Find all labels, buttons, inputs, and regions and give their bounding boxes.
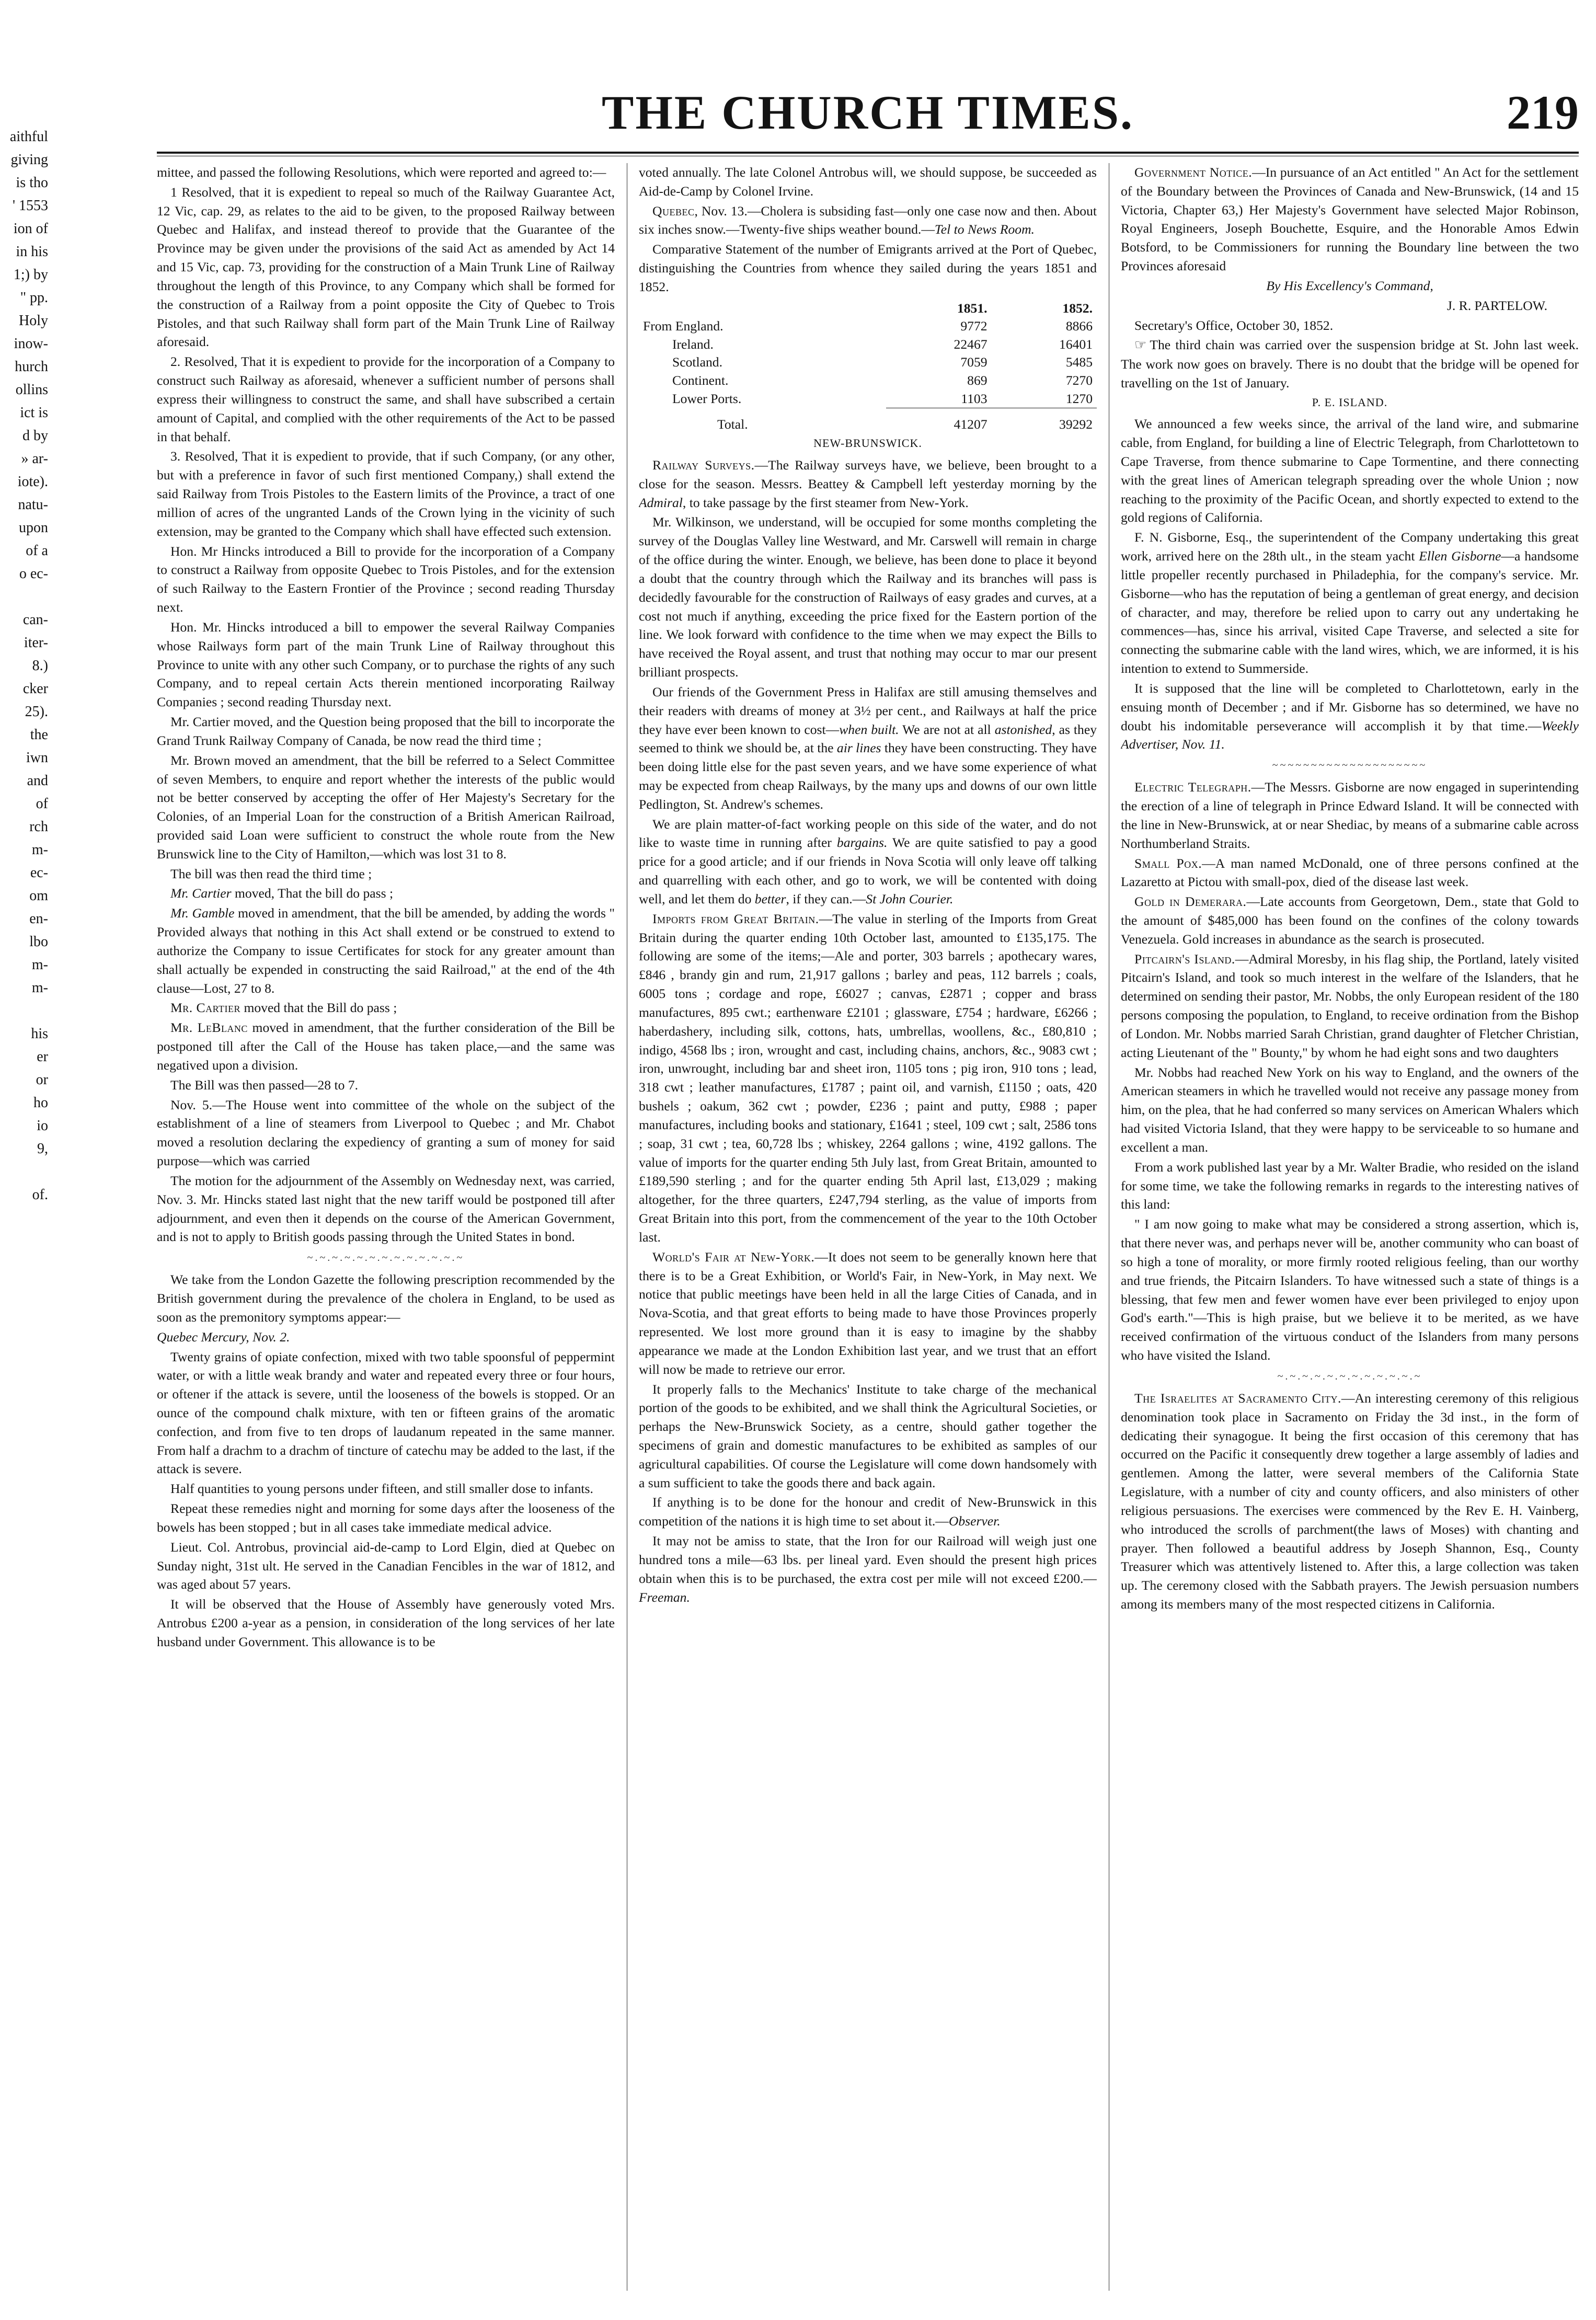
- article-paragraph: [157, 884, 615, 903]
- article-paragraph: [1121, 1389, 1579, 1614]
- article-paragraph: Hon. Mr. Hincks introduced a bill to empower the several Railway Companies whose Railways form part of the main Trunk Line of Railway throughout this Province to unite with any other such Company, or to purchase the rights of any such Company, and to repeal certain Acts therein mentioned incorporating Railway Companies ; second reading Thursday next.: [157, 619, 615, 710]
- article-paragraph: [639, 202, 1097, 239]
- margin-fragment: ollins: [15, 382, 48, 398]
- article-lead: Railway Surveys.: [652, 457, 755, 473]
- article-paragraph: Half quantities to young persons under fifteen, and still smaller dose to infants.: [170, 1481, 593, 1497]
- ship-name: Admiral: [639, 495, 683, 510]
- article-paragraph: voted annually. The late Colonel Antrobus will, we should suppose, be succeeded as Aid-de-Camp by Colonel Irvine.: [639, 165, 1097, 199]
- paragraph-text: , as they seemed to think we should be, at the: [639, 721, 1097, 756]
- margin-fragment: of a: [26, 543, 48, 559]
- article-paragraph: [1121, 163, 1579, 275]
- speaker-name: Mr. LeBlanc: [170, 1020, 248, 1036]
- count-cell: 8866: [1065, 318, 1093, 334]
- margin-fragment: [0, 1161, 48, 1184]
- article-paragraph: The bill was then read the third time ;: [170, 866, 372, 881]
- article-paragraph: [639, 456, 1097, 512]
- margin-fragment: lbo: [29, 934, 48, 950]
- article-paragraph: [1121, 679, 1579, 754]
- source-text: St John Courier.: [866, 891, 954, 906]
- origin-cell: Ireland.: [672, 336, 714, 352]
- count-cell: 16401: [1059, 336, 1093, 352]
- margin-fragment: ict is: [20, 405, 48, 421]
- margin-fragment: 1;) by: [13, 267, 48, 283]
- margin-fragment: d by: [22, 428, 48, 444]
- margin-fragment: upon: [19, 520, 48, 536]
- margin-fragment: cker: [22, 681, 48, 697]
- count-cell: 7059: [960, 354, 988, 370]
- margin-fragment: iote).: [17, 474, 48, 490]
- pointing-hand-icon: ☞: [1134, 337, 1147, 353]
- column-3: [1121, 163, 1579, 2296]
- article-paragraph: [639, 1532, 1097, 1606]
- count-cell: 1103: [961, 391, 988, 406]
- article-paragraph: [1121, 854, 1579, 892]
- article-paragraph: [639, 815, 1097, 909]
- paragraph-text: —The value in sterling of the Imports from Great Britain during the quarter ending 10th October last, amounted to £135,175. The following are some of the items;—Ale and porter, 303 barrels ; apothecary wares, £846 , brandy gin and rum, 21,917 gallons ; barley and peas, 112 barrels ; coals, 6005 tons ; cordage and rope, £6027 ; canvas, £2871 ; copper and brass manufactures, 895 cwt.; earthenware £2101 ; glassware, £754 ; hardware, £6266 ; haberdashery, including silk, cottons, hats, umbrellas, woollens, &c., £80,810 ; indigo, 4568 lbs ; iron, wrought and cast, including chains, anchors, &c., 9083 cwt ; iron, unwrought, including bar and sheet iron, 1105 tons ; pig iron, 910 tons ; lead, 318 cwt ; leather manufactures, £1787 ; paint oil, and varnish, £1150 ; oats, 420 bushels ; oakum, 362 cwt ; powder, £236 ; paint and putty, £988 ; paper manufactures, including books and stationary, £1641 ; steel, 109 cwt ; salt, 2586 tons ; soap, 31 cwt ; tea, 60,728 lbs ; whiskey, 2264 gallons ; wine, 4192 gallons. The value of imports for the quarter ending 5th July last, from Great Britain, amounted to £189,590 sterling ; and for the quarter ending 5th April last, £13,029 ; making altogether, for the three quarters, £247,794 sterling, as the value of imports from Great Britain into this port, from the commencement of the year to the 10th October last.: [639, 911, 1097, 1245]
- margin-fragment: giving: [10, 152, 48, 168]
- total-cell: 39292: [1059, 416, 1093, 432]
- paragraph-text: they have been constructing. They have been doing little else for the past seven years, and we have some experience of what may be expected from cheap Railways, by the many ups and downs of our own little Pedlington, St. Andrew's schemes.: [639, 740, 1097, 812]
- section-heading: P. E. ISLAND.: [1312, 395, 1388, 409]
- table-row: [639, 372, 1097, 390]
- ship-name: Ellen Gisborne: [1419, 548, 1501, 564]
- table-row: [639, 390, 1097, 408]
- paragraph-text: We are not at all: [899, 721, 995, 737]
- emphasis: air lines: [836, 740, 881, 756]
- paragraph-text: moved, That the bill do pass ;: [231, 886, 394, 901]
- speaker-name: Mr. Cartier: [170, 886, 232, 901]
- margin-fragment: inow-: [14, 336, 48, 352]
- margin-fragment: ho: [33, 1095, 48, 1111]
- margin-fragment: can-: [22, 612, 48, 628]
- table-row: [639, 353, 1097, 372]
- article-paragraph: [639, 1248, 1097, 1379]
- article-paragraph: mittee, and passed the following Resolutions, which were reported and agreed to:—: [157, 165, 606, 180]
- article-paragraph: [157, 904, 615, 997]
- paragraph-text: —The Messrs. Gisborne are now engaged in superintending the erection of a line of telegraph in Prince Edward Island. It will be connected with the line in New-Brunswick, at or near Shediac, by means of a submarine cable across Northumberland Straits.: [1121, 779, 1579, 851]
- margin-fragment: aithful: [9, 129, 48, 145]
- article-paragraph: [157, 998, 615, 1017]
- paragraph-text: —The Railway surveys have, we believe, been brought to a close for the season. Messrs. Beattey & Campbell left yesterday morning by the: [639, 457, 1097, 491]
- previous-page-margin-fragments: [0, 125, 48, 1207]
- article-paragraph: Lieut. Col. Antrobus, provincial aid-de-camp to Lord Elgin, died at Quebec on Sunday night, 31st ult. He served in the Canadian Fencibles in the war of 1812, and was aged about 57 years.: [157, 1539, 615, 1592]
- article-paragraph: [1121, 528, 1579, 678]
- article-paragraph: The Bill was then passed—28 to 7.: [170, 1077, 358, 1093]
- emphasis: bargains.: [836, 835, 888, 851]
- article-paragraph: We take from the London Gazette the following prescription recommended by the British government during the prevalence of the cholera in England, to be used as soon as the premonitory symptoms appear:—: [157, 1272, 615, 1325]
- paragraph-text: , Nov. 13.—Cholera is subsiding fast—only one case now and then. About six inches snow.—Twenty-five ships weather bound.—: [639, 203, 1097, 237]
- paragraph-text: Our friends of the Government Press in Halifax are still amusing themselves and their readers with dreams of money at 3½ per cent., and Railways at half the price they have ever been known to cost—: [639, 684, 1097, 737]
- margin-fragment: rch: [29, 819, 48, 835]
- margin-fragment: 25).: [25, 704, 48, 720]
- origin-cell: Scotland.: [672, 354, 722, 370]
- table-row: [639, 336, 1097, 354]
- article-lead: The Israelites at Sacramento City.: [1134, 1390, 1341, 1406]
- margin-fragment: » ar-: [21, 451, 48, 467]
- signature: J. R. PARTELOW.: [1446, 297, 1547, 313]
- origin-cell: Lower Ports.: [672, 391, 742, 406]
- article-paragraph: Mr. Brown moved an amendment, that the bill be referred to a Select Committee of seven Members, to enquire and report whether the interests of the public would not be better conserved by accepting the offer of Her Majesty's Secretary for the Colonies, of an Imperial Loan for the construction of a British American Railroad, provided said Loan were sufficient to construct the whole route from the New Brunswick line to the City of Hamilton,—which was lost 31 to 8.: [157, 752, 615, 862]
- emphasis: better: [754, 891, 786, 906]
- article-paragraph: Nov. 5.—The House went into committee of the whole on the subject of the establishment of a line of steamers from Liverpool to Quebec ; and Mr. Chabot moved a resolution declaring the expediency of granting a sum of money for said purpose—which was carried: [157, 1097, 615, 1169]
- margin-fragment: ion of: [13, 221, 48, 237]
- masthead: [157, 84, 1579, 146]
- margin-fragment: in his: [16, 244, 48, 260]
- resolution-3: 3. Resolved, That it is expedient to provide, that if such Company, (or any other, but with a preference in favor of such first mentioned Company,) shall extend the said Railway from Trois Pistoles to the Eastern limits of the Province, a tract of one million of acres of the ungranted Lands of the Crown lying in the vicinity of such extension, may be granted to the Company which shall have effected such extension.: [157, 449, 615, 539]
- paragraph-text: —An interesting ceremony of this religious denomination took place in Sacramento on Friday the 3d inst., in the form of dedicating their synagogue. It being the first occasion of this ceremony that has occurred on the Pacific it consequently drew together a large assembly of ladies and gentlemen. Among the latter, were several members of the California State Legislature, with a number of city and county officers, and also ministers of other religious persuasions. The exercises were commenced by the Rev E. H. Vainberg, who introduced the scrolls of parchment(the laws of Moses) with chanting and prayer. Then followed a beautiful address by Joseph Shannon, Esq., County Treasurer which was attentively listened to. After this, a large collection was taken up. The ceremony closed with the Sabbath prayers. The Jewish persuasion numbers among its members many of the most respected citizens in California.: [1121, 1390, 1579, 1612]
- article-paragraph: [1121, 336, 1579, 392]
- speaker-name: Mr. Gamble: [170, 905, 235, 921]
- origin-cell: From England.: [643, 318, 724, 334]
- article-paragraph: Comparative Statement of the number of Emigrants arrived at the Port of Quebec, distinguishing the Countries from whence they sailed during the years 1851 and 1852.: [639, 242, 1097, 294]
- total-cell: 41207: [954, 416, 988, 432]
- article-paragraph: [1121, 778, 1579, 853]
- article-paragraph: [157, 1018, 615, 1074]
- margin-fragment: [0, 1000, 48, 1023]
- newspaper-title: THE CHURCH TIMES.: [601, 86, 1134, 139]
- paragraph-text: —It does not seem to be generally known here that there is to be a Great Exhibition, or World's Fair, in New-York, in May next. We notice that public meetings have been held in all the large Cities of Canada, and in Nova-Scotia, and that great efforts to being made to have those Provinces properly represented. We lost more ground than it is easy to imagine by the shabby appearance we made at the London Exhibition last year, and we trust that an effort will now be made to retrieve our error.: [639, 1249, 1097, 1377]
- margin-fragment: ec-: [30, 865, 48, 881]
- margin-fragment: er: [37, 1049, 48, 1065]
- article-paragraph: Mr. Wilkinson, we understand, will be occupied for some months completing the survey of the Douglas Valley line Westward, and Mr. Carswell will remain in charge of the office during the winter. Enough, we believe, has been done to place it beyond a doubt that the country through which the Railway and its branches will pass is decidedly favourable for the construction of Railways of easy grades and curves, at a cost not much if anything, exceeding the price fixed for the Eastern portion of the line. We look forward with confidence to the time when we may expect the Bills to have received the Royal assent, and trust that nothing may occur to mar our present brilliant prospects.: [639, 514, 1097, 680]
- dateline: Quebec: [652, 203, 695, 219]
- margin-fragment: iwn: [26, 750, 48, 766]
- source-text: Quebec Mercury, Nov. 2.: [157, 1329, 290, 1345]
- section-ornament: ~.~.~.~.~.~.~.~.~.~.~.~.~: [307, 1252, 465, 1264]
- origin-cell: Continent.: [672, 372, 729, 388]
- article-paragraph: Mr. Cartier moved, and the Question being proposed that the bill to incorporate the Grand Trunk Railway Company of Canada, be now read the third time ;: [157, 714, 615, 748]
- margin-fragment: en-: [29, 911, 48, 927]
- margin-fragment: or: [36, 1072, 48, 1088]
- article-lead: Gold in Demerara.: [1134, 894, 1247, 910]
- count-cell: 1270: [1065, 391, 1093, 406]
- article-paragraph: It will be observed that the House of Assembly have generously voted Mrs. Antrobus £200 a-year as a pension, in consideration of the long services of her late husband under Government. This allowance is to be: [157, 1597, 615, 1649]
- count-cell: 7270: [1065, 372, 1093, 388]
- year-header: 1851.: [957, 300, 988, 316]
- column-2: [639, 163, 1097, 2296]
- margin-fragment: natu-: [18, 497, 48, 513]
- office-date: Secretary's Office, October 30, 1852.: [1134, 317, 1334, 333]
- paragraph-text: F. N. Gisborne, Esq., the superintendent of the Company undertaking this great work, arrived here on the 28th ult., in the steam yacht: [1121, 530, 1579, 564]
- emigrant-statistics-table: [639, 300, 1097, 433]
- article-columns: [157, 163, 1579, 2296]
- paragraph-text: If anything is to be done for the honour and credit of New-Brunswick in this competition of the nations it is high time to set about it.—: [639, 1495, 1097, 1529]
- emphasis: when built.: [839, 721, 899, 737]
- margin-fragment: om: [29, 888, 48, 904]
- count-cell: 9772: [960, 318, 988, 334]
- paragraph-text: It may not be amiss to state, that the Iron for our Railroad will weigh just one hundred tons a mile—63 lbs. per lineal yard. Even should the present high prices obtain when this is to be purchased, the extra cost per mile will not exceed £200.—: [639, 1533, 1097, 1586]
- article-lead: Imports from Great Britain.: [652, 911, 819, 926]
- column-1: [157, 163, 615, 2296]
- article-paragraph: [639, 683, 1097, 814]
- margin-fragment: m-: [31, 957, 48, 973]
- article-lead: Pitcairn's Island.: [1134, 951, 1235, 967]
- paragraph-text: We are plain matter-of-fact working people on this side of the water, and do not like to waste time in running after: [639, 816, 1097, 851]
- article-lead: Electric Telegraph.: [1134, 779, 1251, 795]
- speaker-name: Mr. Cartier: [170, 1000, 241, 1016]
- margin-fragment: o ec-: [19, 566, 48, 582]
- command-text: By His Excellency's Command,: [1266, 278, 1433, 293]
- margin-fragment: [0, 585, 48, 608]
- paragraph-text: It is supposed that the line will be completed to Charlottetown, early in the ensuing month of December ; and if Mr. Gisborne has so determined, we have no doubt his indomitable perseverance will accomplish it by that time.—: [1121, 680, 1579, 733]
- article-paragraph: We announced a few weeks since, the arrival of the land wire, and submarine cable, from England, for building a line of Electric Telegraph, from Charlottetown to Cape Traverse, from thence submarine to Cape Tormentine, and there connecting with the great lines of American telegraph spreading over the whole Union ; now reaching to the proximity of the Pacific Ocean, and shortly expected to extend to the gold regions of California.: [1121, 416, 1579, 525]
- source-text: Observer.: [948, 1513, 1001, 1529]
- quoted-paragraph: " I am now going to make what may be considered a strong assertion, which is, that there never was, and perhaps never will be, another community who can boast of so high a tone of morality, or more firmly rooted religious feeling, than our worthy and true friends, the Pitcairn Islanders. To have witnessed such a state of things is a blessing, that few men and fewer women have ever been privileged to enjoy upon God's earth."—This is high praise, but we believe it to be merited, as we have received confirmation of the virtuous conduct of the Islanders from many persons who have visited the Island.: [1121, 1216, 1579, 1363]
- margin-fragment: his: [31, 1026, 48, 1042]
- article-paragraph: Twenty grains of opiate confection, mixed with two table spoonsful of peppermint water, or with a little weak brandy and water and repeated every three or four hours, or oftener if the attack is severe, until the looseness of the bowels is stopped. Or an ounce of the compound chalk mixture, with ten or fifteen grains of the aromatic confection, and from five to ten drops of laudanum repeated in the same manner. From half a drachm to a drachm of tincture of catechu may be added to the last, if the attack is severe.: [157, 1349, 615, 1477]
- table-row: [639, 317, 1097, 336]
- paragraph-text: We are quite satisfied to pay a good price for a good article; and if our friends in Nova Scotia will only leave off talking and quarrelling with each other, and go to work, we will be contented with doing well, and let them do: [639, 835, 1097, 906]
- paragraph-text: —Late accounts from Georgetown, Dem., state that Gold to the amount of $485,000 has been found on the confines of the colony towards Venezuela. Gold increases in abundance as the search is prosecuted.: [1121, 894, 1579, 947]
- margin-fragment: hurch: [15, 359, 48, 375]
- paragraph-text: moved in amendment, that the further consideration of the Bill be postponed till after the Call of the House has taken place,—and the same was negatived upon a division.: [157, 1020, 615, 1073]
- article-lead: Government Notice.: [1134, 165, 1253, 180]
- article-paragraph: [639, 910, 1097, 1247]
- margin-fragment: m-: [31, 980, 48, 996]
- margin-fragment: 8.): [32, 658, 48, 674]
- margin-fragment: of: [36, 796, 48, 812]
- source-text: Freeman.: [639, 1589, 690, 1605]
- masthead-rule: [157, 152, 1579, 154]
- article-paragraph: [1121, 892, 1579, 948]
- paragraph-text: , if they can.—: [786, 891, 866, 906]
- paragraph-text: , to take passage by the first steamer from New-York.: [682, 495, 969, 510]
- article-lead: Small Pox.: [1134, 855, 1202, 871]
- paragraph-text: The third chain was carried over the suspension bridge at St. John last week. The work now goes on bravely. There is no doubt that the bridge will be opened for travelling on the 1st of January.: [1121, 337, 1579, 391]
- margin-fragment: of.: [32, 1187, 48, 1203]
- year-header: 1852.: [1062, 300, 1093, 316]
- table-header-row: [639, 300, 1097, 318]
- source-text: Weekly Advertiser, Nov. 11.: [1121, 718, 1579, 752]
- margin-fragment: io: [37, 1118, 48, 1134]
- total-label: Total.: [717, 416, 748, 432]
- margin-fragment: 9,: [37, 1141, 48, 1157]
- article-paragraph: [639, 1493, 1097, 1531]
- article-paragraph: It properly falls to the Mechanics' Institute to take charge of the mechanical portion of the goods to be exhibited, and we shall think the Agricultural Societies, or perhaps the New-Brunswick Society, as a centre, should gather together the specimens of grain and domestic manufactures to be exhibited as samples of our agricultural capabilities. Of course the Legislature will come down handsomely with a sum sufficient to take the goods there and back again.: [639, 1381, 1097, 1490]
- article-paragraph: Mr. Nobbs had reached New York on his way to England, and the owners of the American steamers in which he travelled would not receive any passage money from him, on the plea, that he had conferred so many services on American Whalers which had visited Victoria Island, that they were happy to be serviceable to so humane and excellent a man.: [1121, 1064, 1579, 1155]
- margin-fragment: the: [30, 727, 48, 743]
- margin-fragment: and: [27, 773, 48, 789]
- count-cell: 5485: [1065, 354, 1093, 370]
- section-ornament: ~~~~~~~~~~~~~~~~~~~~: [1272, 760, 1428, 772]
- paragraph-text: —A man named McDonald, one of three persons confined at the Lazaretto at Pictou with small-pox, died of the disease last week.: [1121, 855, 1579, 890]
- paragraph-text: —a handsome little propeller recently purchased in Philadephia, for the company's service. Mr. Gisborne—who has the reputation of being a gentleman of great energy, and decision of character, and may, therefore be relied upon to carry out any undertaking he commences—has, since his arrival, visited Cape Traverse, and selected a site for connecting the submarine cable with the land wires, which, we are informed, it is his intention to extend to Summerside.: [1121, 548, 1579, 676]
- command-line: [1121, 277, 1579, 295]
- article-paragraph: The motion for the adjournment of the Assembly on Wednesday next, was carried, Nov. 3. Mr. Hincks stated last night that the new tariff would be postponed till after adjournment, and even then it depends on the course of the American Government, and is not to apply to British goods passing through the United States in bond.: [157, 1173, 615, 1245]
- article-paragraph: Hon. Mr Hincks introduced a Bill to provide for the incorporation of a Company to construct a Railway from opposite Quebec to Trois Pistoles, and for the extension of such Railway to the Eastern Frontier of the Province ; second reading Thursday next.: [157, 543, 615, 615]
- article-lead: World's Fair at New-York.: [652, 1249, 815, 1265]
- paragraph-text: —Admiral Moresby, in his flag ship, the Portland, lately visited Pitcairn's Island, and took so much interest in the welfare of the Islanders, that he determined on sending their pastor, Mr. Nobbs, the only European resident of the 180 persons composing the population, to England, to receive ordination from the Bishop of London. Mr. Nobbs married Sarah Christian, grand daughter of Fletcher Christian, acting Lieutenant of the " Bounty," by whom he had eight sons and two daughters: [1121, 951, 1579, 1060]
- article-paragraph: [1121, 950, 1579, 1062]
- count-cell: 869: [967, 372, 988, 388]
- table-total-row: [639, 410, 1097, 434]
- margin-fragment: m-: [31, 842, 48, 858]
- article-paragraph: From a work published last year by a Mr. Walter Bradie, who resided on the island for some time, we take the following remarks in regards to the interesting natives of this land:: [1121, 1159, 1579, 1212]
- resolution-1: 1 Resolved, that it is expedient to repeal so much of the Railway Guarantee Act, 12 Vic, cap. 29, as relates to the aid to be given, to the proposed Railway between Quebec and Halifax, and instead thereof to provide that the Guarantee of the Province may be given under the provisions of the said Act as amended by Act 14 and 15 Vic, cap. 73, providing for the construction of a Main Trunk Line of Railway throughout the length of this Province, to any Company which shall be formed for the construction of a Railway from a point opposite the City of Quebec to Trois Pistoles, and that such Railway shall form part of the Main Trunk Line of Railway aforesaid.: [157, 184, 615, 350]
- section-heading: NEW-BRUNSWICK.: [813, 437, 922, 450]
- paragraph-text: —In pursuance of an Act entitled " An Act for the settlement of the Boundary between the Provinces of Canada and New-Brunswick, (14 and 15 Victoria, Chapter 63,) Her Majesty's Government have selected Major Robinson, Royal Engineers, Joseph Bouchette, Esquire, and the Honorable Amos Edwin Botsford, to be Commissioners for running the Boundary line between the two Provinces aforesaid: [1121, 165, 1579, 274]
- margin-fragment: iter-: [24, 635, 48, 651]
- margin-fragment: " pp.: [20, 290, 48, 306]
- paragraph-text: moved in amendment, that the bill be amended, by adding the words " Provided always that nothing in this Act shall extend or be construed to extend to authorize the Company to issue Certificates for stock for any greater amount than shall actually be expended in constructing the said Railroad," at the end of the 4th clause—Lost, 27 to 8.: [157, 905, 615, 996]
- count-cell: 22467: [954, 336, 988, 352]
- source-credit: [157, 1328, 615, 1347]
- emphasis: astonished: [994, 721, 1052, 737]
- margin-fragment: is tho: [16, 175, 48, 191]
- article-paragraph: Repeat these remedies night and morning for some days after the looseness of the bowels has been stopped ; but in all cases take immediate medical advice.: [157, 1501, 615, 1535]
- paragraph-text: moved that the Bill do pass ;: [240, 1000, 397, 1016]
- source-text: Tel to News Room.: [934, 222, 1035, 237]
- page-number: 219: [1507, 86, 1579, 139]
- section-ornament: ~.~.~.~.~.~.~.~.~.~.~.~: [1277, 1370, 1422, 1382]
- resolution-2: 2. Resolved, That it is expedient to provide for the incorporation of a Company to construct such Railway as aforesaid, whenever a sufficient number of persons shall express their willingness to construct the same, and shall have subscribed a certain amount of Capital, and complied with the other requirements of the Act to be passed in that behalf.: [157, 354, 615, 444]
- margin-fragment: ' 1553: [12, 198, 48, 214]
- margin-fragment: Holy: [19, 313, 48, 329]
